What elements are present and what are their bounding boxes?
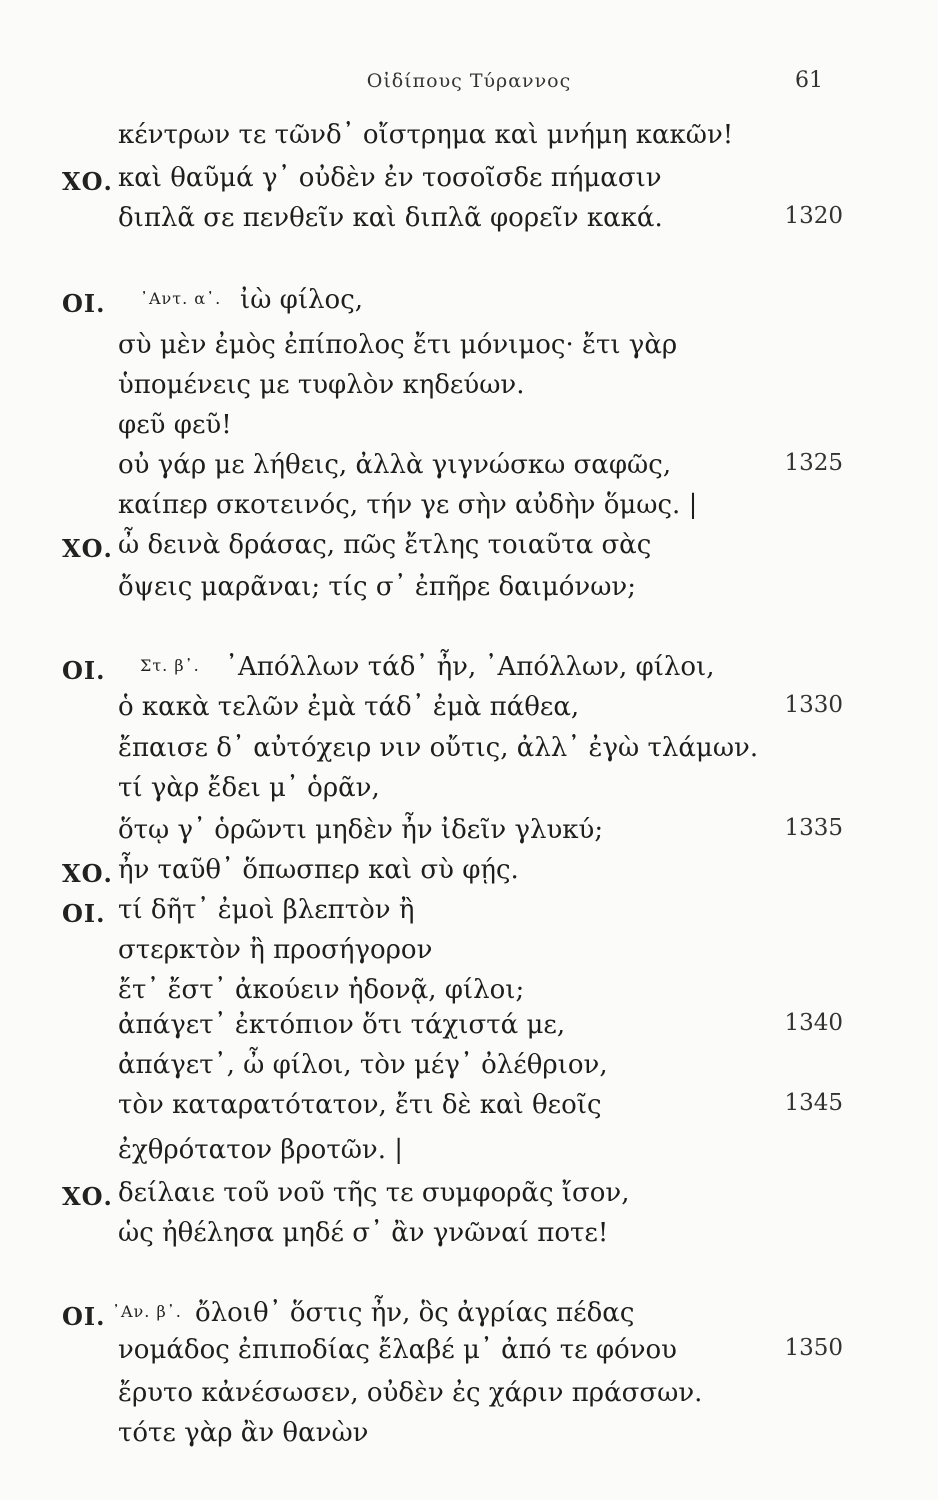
speaker-label: ΧΟ.: [62, 1182, 113, 1211]
verse-text: ὄλοιθ᾽ ὅστις ἦν, ὃς ἀγρίας πέδας: [195, 1298, 635, 1328]
verse-line: [0, 1218, 938, 1258]
verse-line: [0, 1135, 938, 1175]
verse-line: [0, 285, 938, 325]
verse-line: [0, 163, 938, 203]
verse-line: [0, 1378, 938, 1418]
speaker-label: ΟΙ.: [62, 899, 106, 928]
verse-line: [0, 120, 938, 160]
verse-line: [0, 975, 938, 1015]
verse-line: [0, 490, 938, 530]
verse-text: οὐ γάρ με λήθεις, ἀλλὰ γιγνώσκω σαφῶς,: [118, 450, 672, 480]
verse-text: ἀπάγετ᾽ ἐκτόπιον ὅτι τάχιστά με,: [118, 1010, 566, 1040]
verse-text: ὦ δεινὰ δράσας, πῶς ἔτλης τοιαῦτα σὰς: [118, 530, 652, 560]
line-number: 1330: [784, 692, 843, 718]
line-number: 1325: [784, 450, 843, 476]
verse-text: τότε γὰρ ἂν θανὼν: [118, 1418, 369, 1448]
verse-line: [0, 410, 938, 450]
verse-line: [0, 572, 938, 612]
verse-text: τί δῆτ᾽ ἐμοὶ βλεπτὸν ἢ: [118, 895, 415, 925]
line-number: 1320: [784, 203, 843, 229]
verse-text: ἔπαισε δ᾽ αὐτόχειρ νιν οὔτις, ἀλλ᾽ ἐγὼ τλάμων.: [118, 733, 759, 763]
verse-text: ᾽Απόλλων τάδ᾽ ἦν, ᾽Απόλλων, φίλοι,: [225, 652, 715, 682]
speaker-label: ΧΟ.: [62, 534, 113, 563]
strophe-marker: Στ. β᾽.: [140, 656, 200, 675]
strophe-marker: ᾽Αντ. α᾽.: [140, 289, 222, 308]
verse-text: καίπερ σκοτεινός, τήν γε σὴν αὐδὴν ὅμως. |: [118, 490, 698, 520]
verse-line: [0, 1090, 938, 1130]
verse-text: ἦν ταῦθ᾽ ὅπωσπερ καὶ σὺ φῄς.: [118, 855, 519, 885]
verse-line: [0, 733, 938, 773]
verse-text: διπλᾶ σε πενθεῖν καὶ διπλᾶ φορεῖν κακά.: [118, 203, 663, 233]
verse-line: [0, 815, 938, 855]
line-number: 1335: [784, 815, 843, 841]
verse-text: ὄψεις μαρᾶναι; τίς σ᾽ ἐπῆρε δαιμόνων;: [118, 572, 636, 602]
verse-text: τὸν καταρατότατον, ἔτι δὲ καὶ θεοῖς: [118, 1090, 602, 1120]
verse-text: ὁ κακὰ τελῶν ἐμὰ τάδ᾽ ἐμὰ πάθεα,: [118, 692, 580, 722]
verse-line: [0, 895, 938, 935]
verse-text: στερκτὸν ἢ προσήγορον: [118, 935, 433, 965]
verse-line: [0, 370, 938, 410]
verse-text: δείλαιε τοῦ νοῦ τῆς τε συμφορᾶς ἴσον,: [118, 1178, 630, 1208]
verse-text: ὡς ἠθέλησα μηδέ σ᾽ ἂν γνῶναί ποτε!: [118, 1218, 609, 1248]
verse-text: κέντρων τε τῶνδ᾽ οἴστρημα καὶ μνήμη κακῶν!: [118, 120, 734, 150]
verse-line: [0, 935, 938, 975]
verse-line: [0, 1335, 938, 1375]
verse-line: [0, 203, 938, 243]
line-number: 1345: [784, 1090, 843, 1116]
strophe-marker: ᾽Αν. β᾽.: [112, 1302, 182, 1321]
line-number: 1350: [784, 1335, 843, 1361]
verse-text: τί γὰρ ἔδει μ᾽ ὁρᾶν,: [118, 773, 380, 803]
speaker-label: ΧΟ.: [62, 859, 113, 888]
speaker-label: ΟΙ.: [62, 1302, 106, 1331]
verse-line: [0, 1298, 938, 1338]
page-number: 61: [795, 68, 823, 93]
speaker-label: ΟΙ.: [62, 289, 106, 318]
verse-text: ἐχθρότατον βροτῶν. |: [118, 1135, 403, 1165]
verse-text: ἰὼ φίλος,: [240, 285, 364, 315]
verse-text: ἔτ᾽ ἔστ᾽ ἀκούειν ἡδονᾷ, φίλοι;: [118, 975, 525, 1005]
verse-text: καὶ θαῦμά γ᾽ οὐδὲν ἐν τοσοῖσδε πήμασιν: [118, 163, 662, 193]
verse-line: [0, 1178, 938, 1218]
verse-text: ἀπάγετ᾽, ὦ φίλοι, τὸν μέγ᾽ ὀλέθριον,: [118, 1050, 608, 1080]
verse-line: [0, 1418, 938, 1458]
verse-line: [0, 692, 938, 732]
verse-line: [0, 652, 938, 692]
verse-line: [0, 773, 938, 813]
verse-line: [0, 1050, 938, 1090]
speaker-label: ΟΙ.: [62, 656, 106, 685]
verse-line: [0, 855, 938, 895]
verse-line: [0, 330, 938, 370]
verse-text: ὑπομένεις με τυφλὸν κηδεύων.: [118, 370, 525, 400]
verse-text: νομάδος ἐπιποδίας ἔλαβέ μ᾽ ἀπό τε φόνου: [118, 1335, 677, 1365]
speaker-label: ΧΟ.: [62, 167, 113, 196]
verse-text: ἔρυτο κἀνέσωσεν, οὐδὲν ἐς χάριν πράσσων.: [118, 1378, 703, 1408]
line-number: 1340: [784, 1010, 843, 1036]
verse-text: φεῦ φεῦ!: [118, 410, 232, 440]
verse-line: [0, 450, 938, 490]
running-header-title: Οἰδίπους Τύραννος: [366, 70, 572, 92]
verse-text: ὅτῳ γ᾽ ὁρῶντι μηδὲν ἦν ἰδεῖν γλυκύ;: [118, 815, 604, 845]
verse-line: [0, 1010, 938, 1050]
verse-text: σὺ μὲν ἐμὸς ἐπίπολος ἔτι μόνιμος· ἔτι γὰρ: [118, 330, 678, 360]
verse-line: [0, 530, 938, 570]
